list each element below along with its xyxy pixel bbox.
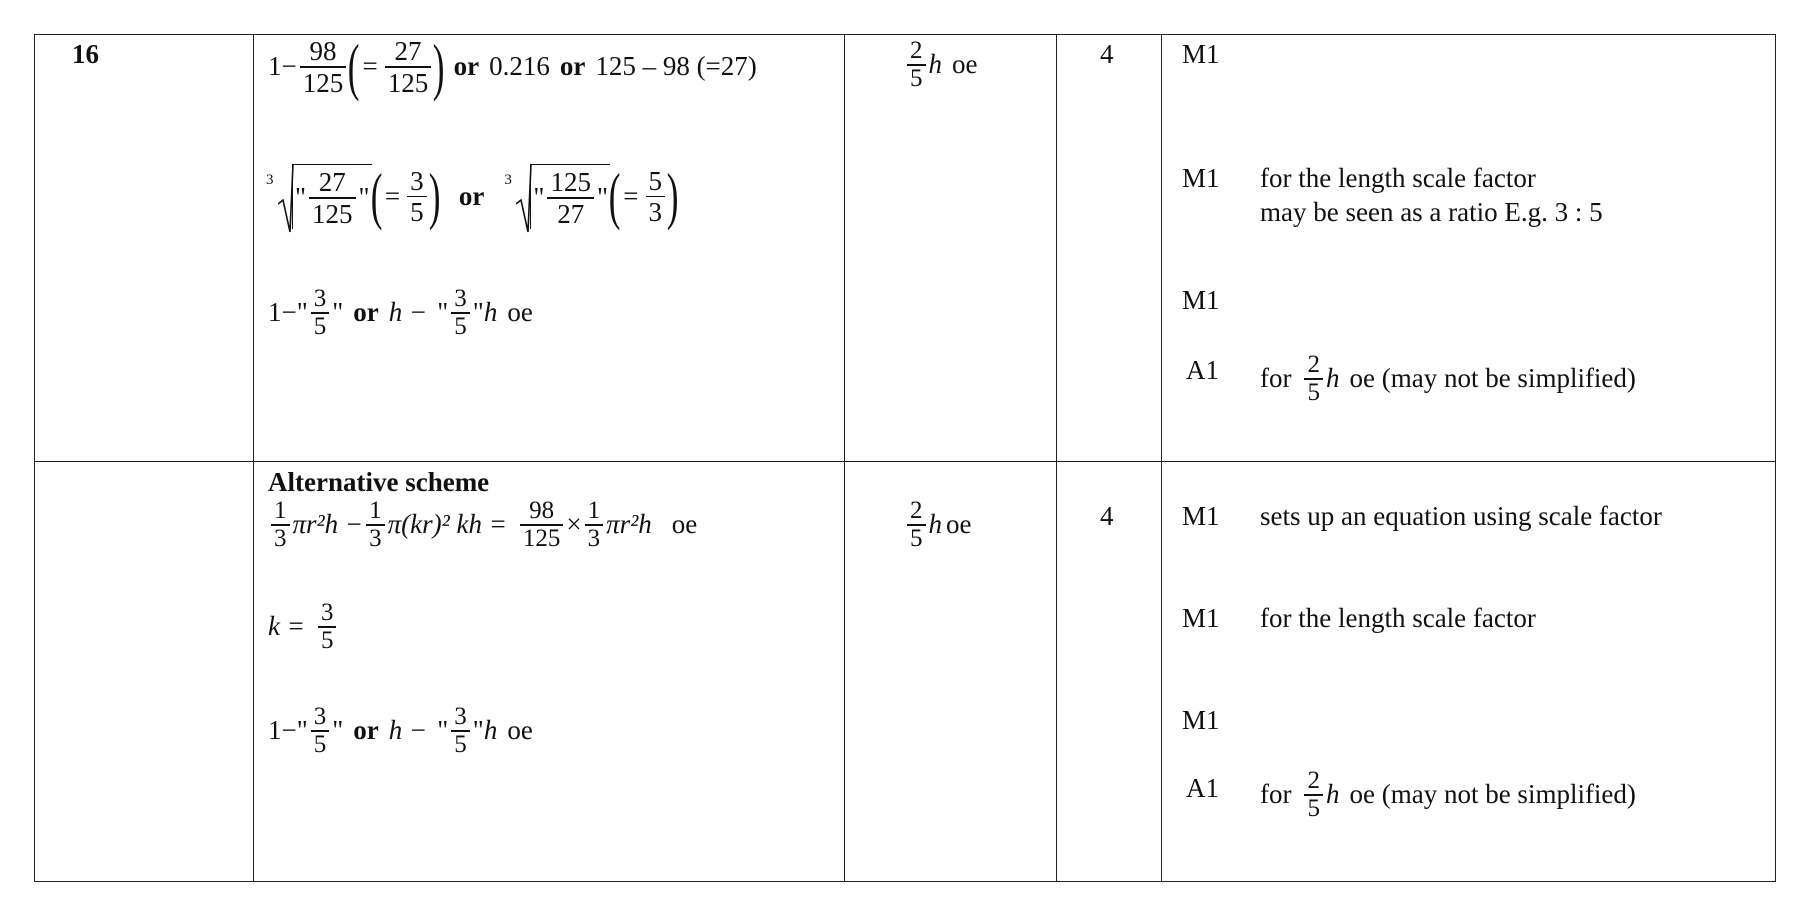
mark-scheme-table bbox=[34, 30, 1776, 882]
row1-code-4: A1 bbox=[1186, 355, 1219, 385]
row1-code-1: M1 bbox=[1182, 39, 1220, 69]
row1-note-a1: for $\frac{2}{5}$ h oe (may not be simplified) bbox=[1260, 351, 1636, 406]
row-divider bbox=[34, 461, 1776, 462]
row2-note-m1a: sets up an equation using scale factor bbox=[1260, 501, 1662, 531]
row2-note-a1: for $\frac{2}{5}$ h oe (may not be simplified) bbox=[1260, 767, 1636, 822]
row1-working-line1: 1− $\frac{98}{125}$ ( = $\frac{27}{125}$ ) or 0.216 or 125 – 98 (=27) bbox=[268, 30, 757, 102]
row2-mark: 4 bbox=[1100, 501, 1114, 531]
row1-note-m1b-line1: for the length scale factor bbox=[1260, 163, 1536, 193]
row1-mark: 4 bbox=[1100, 39, 1114, 69]
row2-working-line3: 1−" $\frac{3}{5}$ " or h − " $\frac{3}{5}$ " h oe bbox=[268, 703, 533, 758]
column-divider bbox=[1056, 34, 1057, 882]
row2-working-line1: $\frac{1}{3}$ πr²h − $\frac{1}{3}$ π(kr)² kh = $\frac{98}{125}$ × $\frac{1}{3}$ πr²h oe bbox=[268, 498, 697, 552]
row2-code-1: M1 bbox=[1182, 501, 1220, 531]
row2-note-m1b: for the length scale factor bbox=[1260, 603, 1536, 633]
row1-working-line3: 1−" $\frac{3}{5}$ " or h − " $\frac{3}{5}$ " h oe bbox=[268, 285, 533, 340]
row1-code-2: M1 bbox=[1182, 163, 1220, 193]
row1-note-m1b-line2: may be seen as a ratio E.g. 3 : 5 bbox=[1260, 197, 1603, 227]
alternative-scheme-heading: Alternative scheme bbox=[268, 467, 490, 497]
row2-code-3: M1 bbox=[1182, 705, 1220, 735]
row2-code-2: M1 bbox=[1182, 603, 1220, 633]
column-divider bbox=[253, 34, 254, 882]
question-number: 16 bbox=[72, 39, 99, 69]
row1-answer: $\frac{2}{5}$ h oe bbox=[904, 38, 977, 92]
column-divider bbox=[1161, 34, 1162, 882]
row2-code-4: A1 bbox=[1186, 773, 1219, 803]
column-divider bbox=[844, 34, 845, 882]
row2-answer: $\frac{2}{5}$ h oe bbox=[904, 498, 971, 552]
row2-working-line2: k = $\frac{3}{5}$ bbox=[268, 600, 339, 654]
row1-working-line2: 3 " $\frac{27}{125}$ " ( = $\frac{3}{5}$ ) or 3 " $\frac{125}{27}$ " ( = $\frac{5}{3}$ ) bbox=[266, 160, 679, 232]
row1-code-3: M1 bbox=[1182, 285, 1220, 315]
